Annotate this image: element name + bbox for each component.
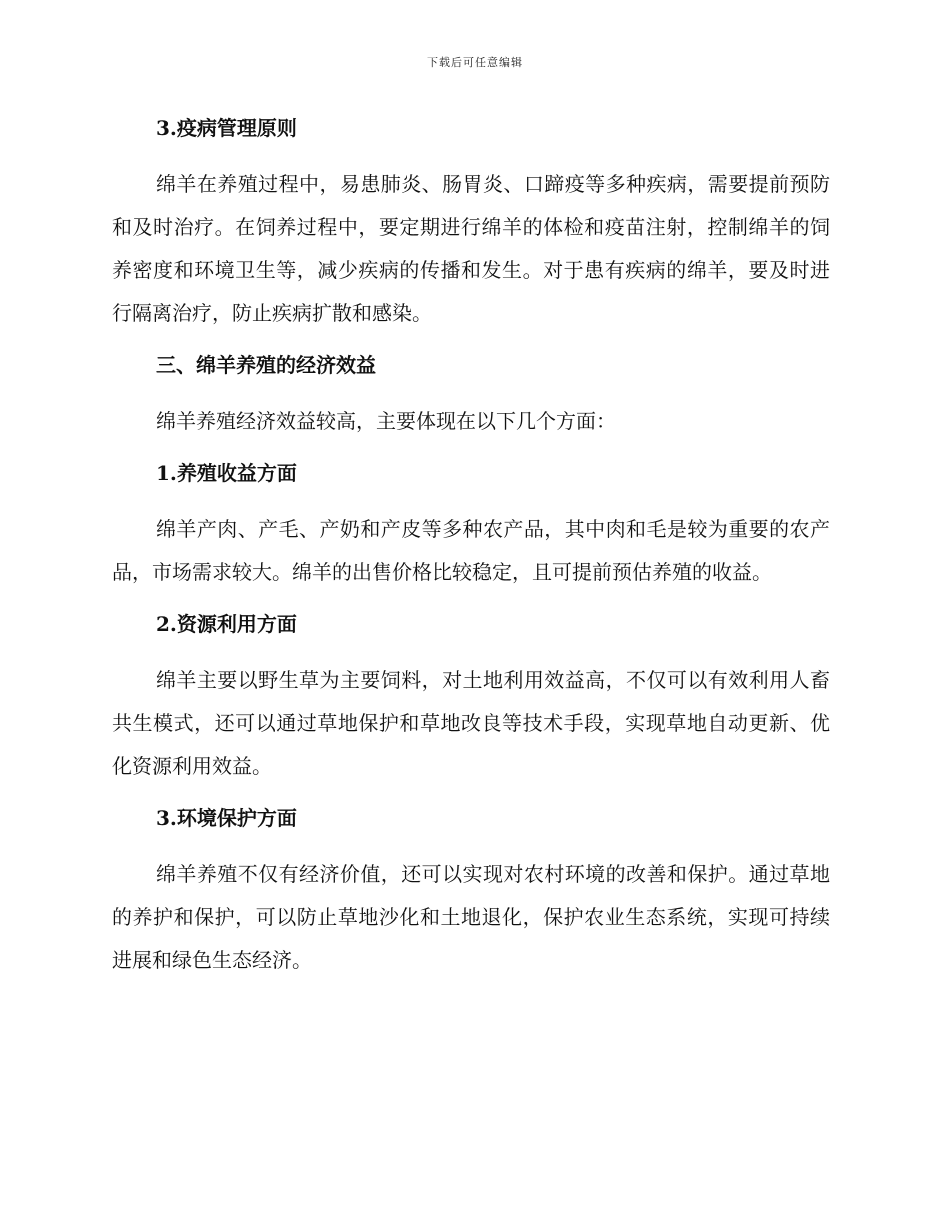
paragraph-resource-use: 绵羊主要以野生草为主要饲料，对土地利用效益高，不仅可以有效利用人畜共生模式，还可以通过草地保护和草地改良等技术手段，实现草地自动更新、优化资源利用效益。 bbox=[112, 668, 830, 778]
section-heading-resource-use: 2.资源利用方面 bbox=[156, 612, 297, 636]
paragraph-breeding-income: 绵羊产肉、产毛、产奶和产皮等多种农产品，其中肉和毛是较为重要的农产品，市场需求较大。绵羊的出售价格比较稳定，且可提前预估养殖的收益。 bbox=[112, 517, 830, 584]
section-heading-disease-management: 3.疫病管理原则 bbox=[156, 116, 297, 140]
section-heading-economic-benefits: 三、绵羊养殖的经济效益 bbox=[156, 353, 376, 377]
document-body bbox=[112, 108, 830, 992]
page-header: 下载后可任意编辑 bbox=[427, 56, 523, 69]
paragraph-economic-intro: 绵羊养殖经济效益较高，主要体现在以下几个方面： bbox=[156, 409, 616, 433]
section-heading-breeding-income: 1.养殖收益方面 bbox=[156, 461, 297, 485]
paragraph-environment: 绵羊养殖不仅有经济价值，还可以实现对农村环境的改善和保护。通过草地的养护和保护，可以防止草地沙化和土地退化，保护农业生态系统，实现可持续进展和绿色生态经济。 bbox=[112, 862, 830, 972]
paragraph-disease-management: 绵羊在养殖过程中，易患肺炎、肠胃炎、口蹄疫等多种疾病，需要提前预防和及时治疗。在饲养过程中，要定期进行绵羊的体检和疫苗注射，控制绵羊的饲养密度和环境卫生等，减少疾病的传播和发生。对于患有疾病的绵羊，要及时进行隔离治疗，防止疾病扩散和感染。 bbox=[112, 172, 830, 325]
section-heading-environment: 3.环境保护方面 bbox=[156, 806, 297, 830]
